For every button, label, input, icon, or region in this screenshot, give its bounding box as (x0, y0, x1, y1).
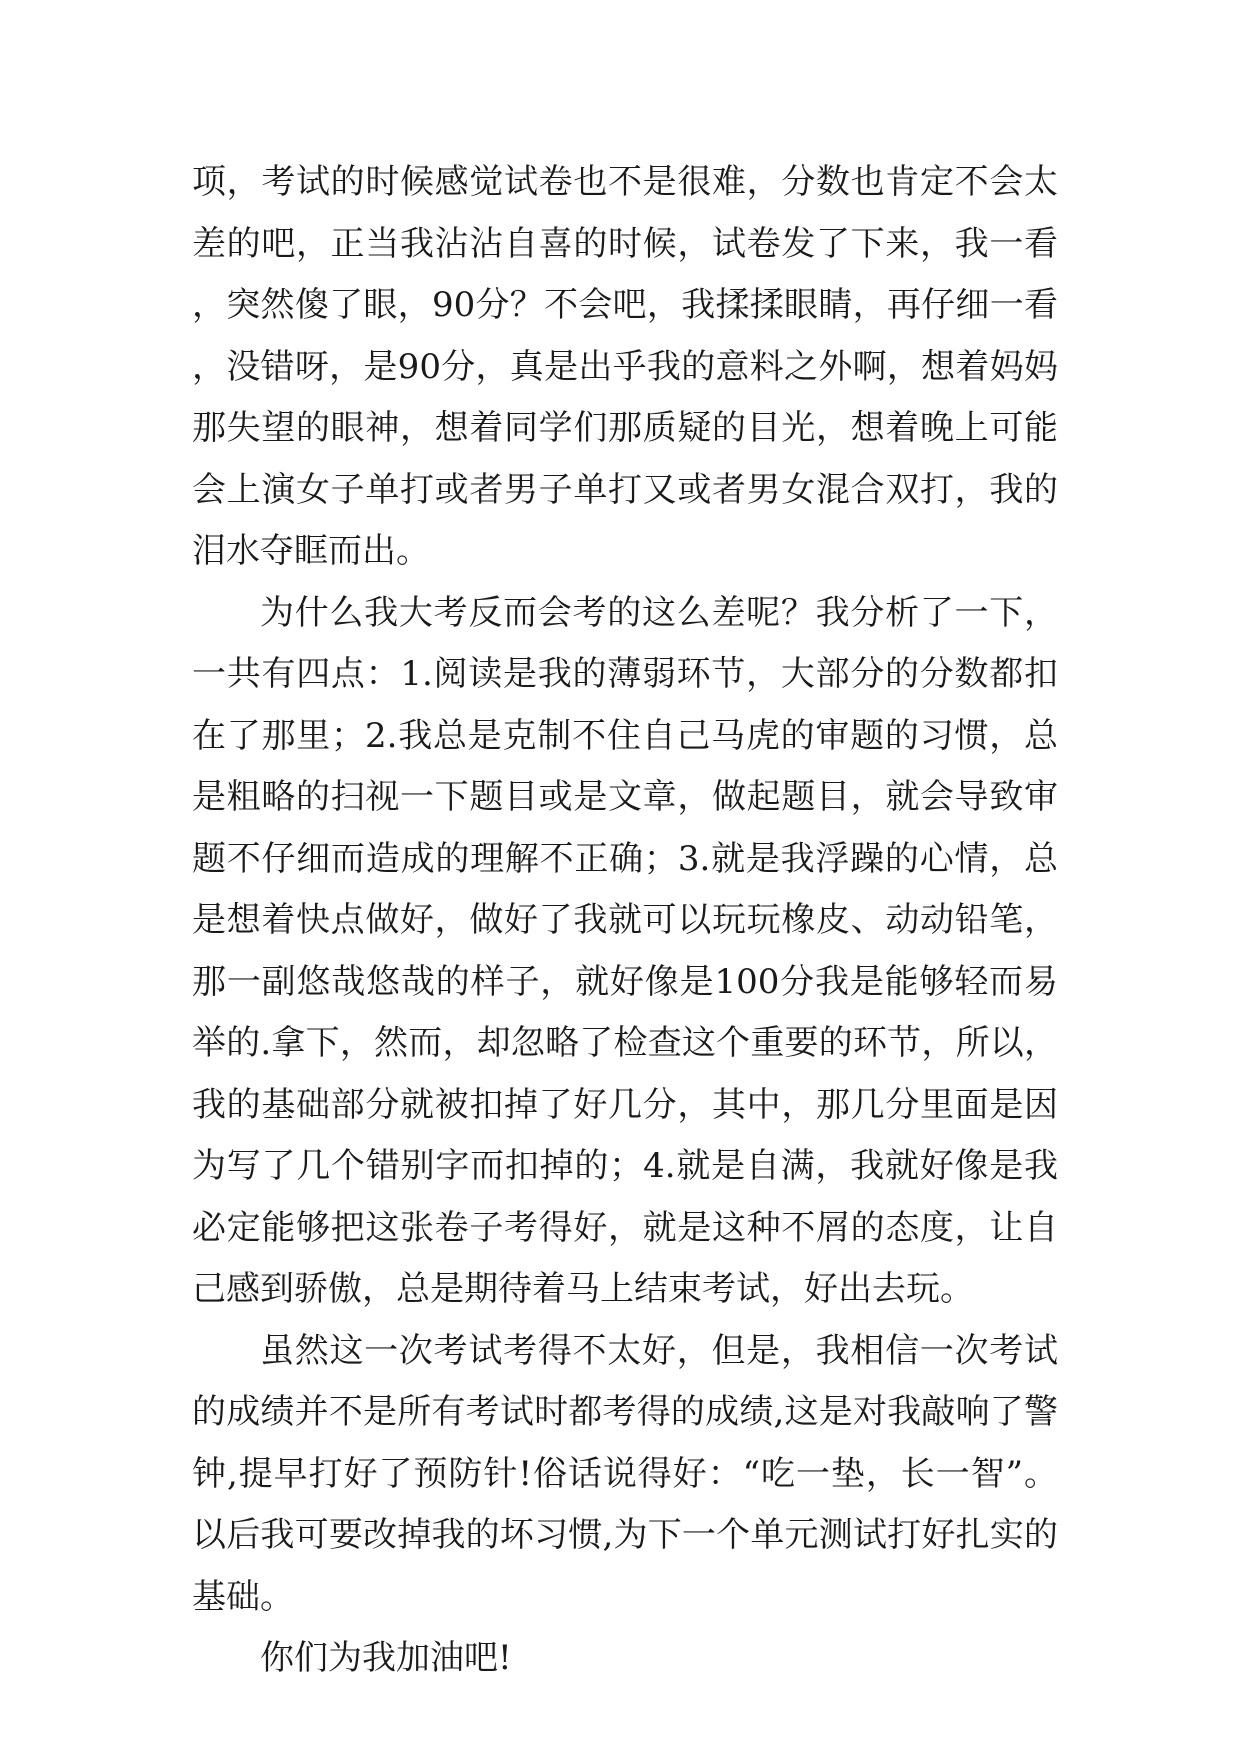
paragraph-2: 为什么我大考反而会考的这么差呢？我分析了一下，一共有四点：1.阅读是我的薄弱环节，大部分的分数都扣在了那里；2.我总是克制不住自己马虎的审题的习惯，总是粗略的扫视一下题目或是文章，做起题目，就会导致审题不仔细而造成的理解不正确；3.就是我浮躁的心情，总是想着快点做好，做好了我就可以玩玩橡皮、动动铅笔，那一副悠哉悠哉的样子，就好像是100分我是能够轻而易举的.拿下，然而，却忽略了检查这个重要的环节，所以，我的基础部分就被扣掉了好几分，其中，那几分里面是因为写了几个错别字而扣掉的；4.就是自满，我就好像是我必定能够把这张卷子考得好，就是这种不屑的态度，让自己感到骄傲，总是期待着马上结束考试，好出去玩。 (192, 592, 1058, 1309)
paragraph-3: 虽然这一次考试考得不太好，但是，我相信一次考试的成绩并不是所有考试时都考得的成绩,这是对我敲响了警钟,提早打好了预防针!俗话说得好：“吃一垫，长一智”。以后我可要改掉我的坏习惯,为下一个单元测试打好扎实的基础。 (192, 1330, 1058, 1617)
document-body (192, 152, 1058, 1690)
paragraph-1: 项，考试的时候感觉试卷也不是很难，分数也肯定不会太差的吧，正当我沾沾自喜的时候，试卷发了下来，我一看，突然傻了眼，90分？不会吧，我揉揉眼睛，再仔细一看，没错呀，是90分，真是出乎我的意料之外啊，想着妈妈那失望的眼神，想着同学们那质疑的目光，想着晚上可能会上演女子单打或者男子单打又或者男女混合双打，我的泪水夺眶而出。 (192, 162, 1058, 571)
paragraph-4: 你们为我加油吧! (260, 1638, 512, 1678)
